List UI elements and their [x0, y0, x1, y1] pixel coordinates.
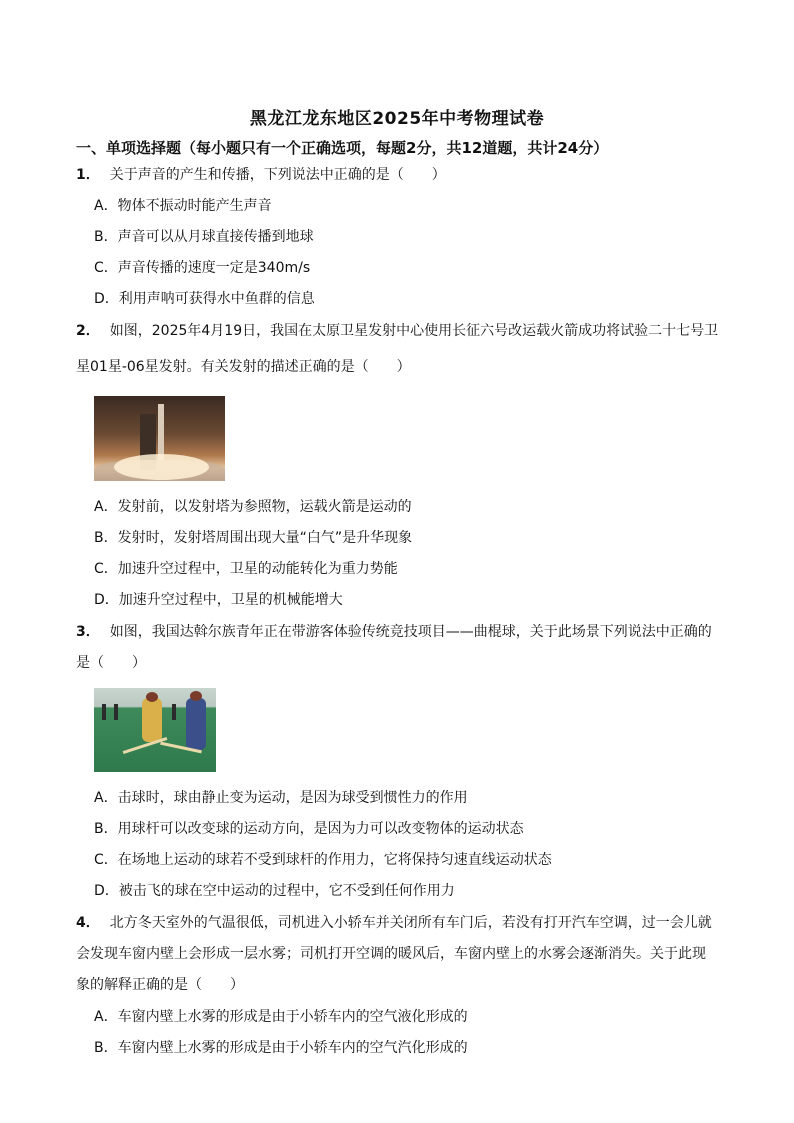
question-2-stem-line-2: 星01星-06星发射。有关发射的描述正确的是（ ） [76, 359, 411, 375]
question-4-option-b: B．车窗内壁上水雾的形成是由于小轿车内的空气汽化形成的 [94, 1040, 468, 1056]
question-text: 关于声音的产生和传播，下列说法中正确的是（ ） [109, 167, 446, 183]
question-1-stem [76, 166, 446, 184]
question-1-option-b: B．声音可以从月球直接传播到地球 [94, 229, 314, 245]
question-1-option-c: C．声音传播的速度一定是340m/s [94, 260, 311, 276]
question-3-option-b: B．用球杆可以改变球的运动方向，是因为力可以改变物体的运动状态 [94, 821, 524, 837]
question-number: 2． [76, 323, 100, 339]
question-2-option-c: C．加速升空过程中，卫星的动能转化为重力势能 [94, 561, 398, 577]
question-number: 4． [76, 915, 100, 931]
question-text: 如图，2025年4月19日，我国在太原卫星发射中心使用长征六号改运载火箭成功将试验二十七号卫 [109, 323, 719, 339]
question-3-stem-line-2: 是（ ） [76, 655, 146, 671]
question-4-option-a: A．车窗内壁上水雾的形成是由于小轿车内的空气液化形成的 [94, 1009, 468, 1025]
question-4-stem-line-2: 会发现车窗内壁上会形成一层水雾；司机打开空调的暖风后，车窗内壁上的水雾会逐渐消失。关于此现 [76, 946, 706, 962]
question-text: 北方冬天室外的气温很低，司机进入小轿车并关闭所有车门后，若没有打开汽车空调，过一会儿就 [109, 915, 712, 931]
question-2-option-a: A．发射前，以发射塔为参照物，运载火箭是运动的 [94, 499, 412, 515]
question-number: 1． [76, 167, 100, 183]
question-3-option-d: D．被击飞的球在空中运动的过程中，它不受到任何作用力 [94, 883, 455, 899]
question-text: 如图，我国达斡尔族青年正在带游客体验传统竞技项目——曲棍球，关于此场景下列说法中正确的 [109, 624, 712, 640]
field-hockey-photo [94, 688, 216, 772]
question-4-stem [76, 914, 712, 932]
question-3-stem [76, 623, 712, 641]
question-2-option-d: D．加速升空过程中，卫星的机械能增大 [94, 592, 343, 608]
question-1-option-d: D．利用声呐可获得水中鱼群的信息 [94, 291, 315, 307]
question-3-option-c: C．在场地上运动的球若不受到球杆的作用力，它将保持匀速直线运动状态 [94, 852, 552, 868]
question-4-stem-line-3: 象的解释正确的是（ ） [76, 977, 244, 993]
question-number: 3． [76, 624, 100, 640]
question-3-option-a: A．击球时，球由静止变为运动，是因为球受到惯性力的作用 [94, 790, 468, 806]
page-title: 黑龙江龙东地区2025年中考物理试卷 [249, 109, 545, 129]
rocket-launch-photo [94, 396, 225, 481]
question-1-option-a: A．物体不振动时能产生声音 [94, 198, 272, 214]
question-2-stem [76, 322, 718, 340]
question-2-option-b: B．发射时，发射塔周围出现大量“白气”是升华现象 [94, 530, 413, 546]
section-heading: 一、单项选择题（每小题只有一个正确选项，每题2分，共12道题，共计24分） [76, 139, 609, 157]
